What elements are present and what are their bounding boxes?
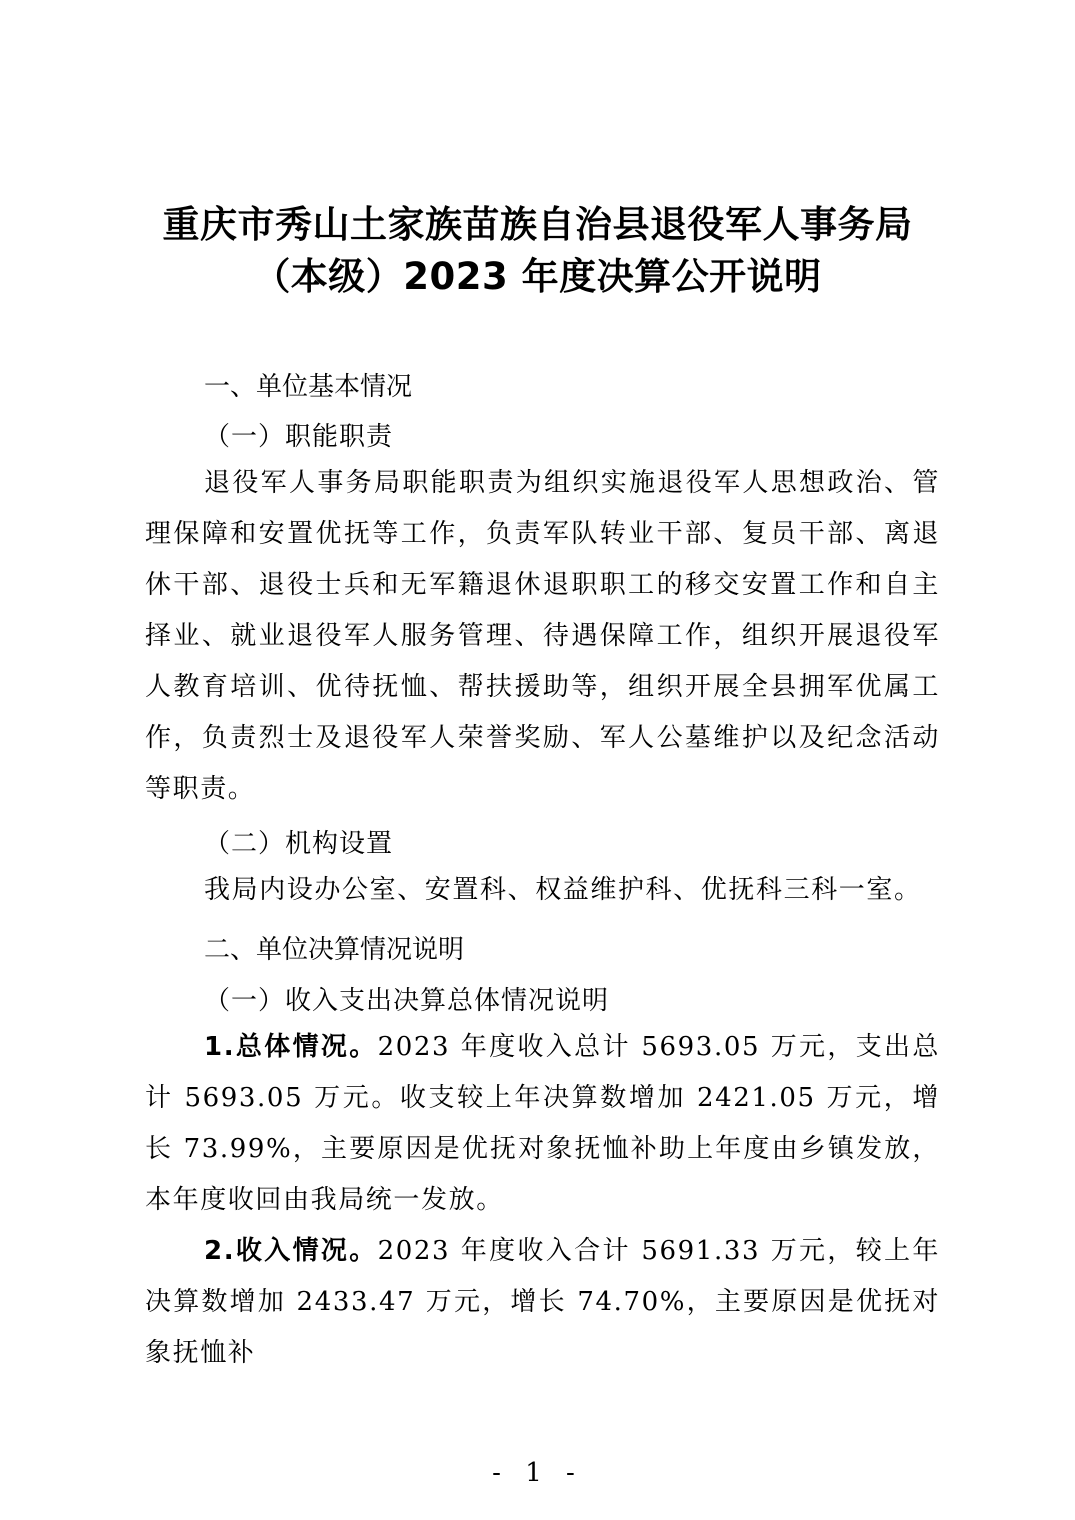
section-2-sub-1-heading: （一）收入支出决算总体情况说明 — [204, 986, 610, 1016]
page-number: - 1 - — [492, 1458, 583, 1488]
overall-text: 2023 年度收入总计 5693.05 万元，支出总计 5693.05 万元。收支较上年决算数增加 2421.05 万元，增长 73.99%，主要原因是优抚对象抚恤补助上年度由乡镇发放，本年度收回由我局统一发放。 — [145, 1032, 940, 1215]
income-text: 2023 年度收入合计 5691.33 万元，较上年决算数增加 2433.47 万元，增长 74.70%，主要原因是优抚对象抚恤补 — [145, 1236, 940, 1368]
document-title-line-1: 重庆市秀山土家族苗族自治县退役军人事务局 — [162, 203, 913, 246]
document-title-line-2: （本级）2023 年度决算公开说明 — [253, 255, 822, 298]
income-paragraph — [145, 1226, 940, 1379]
section-1-sub-1-heading: （一）职能职责 — [204, 422, 394, 452]
overall-paragraph — [145, 1022, 940, 1226]
income-label: 2.收入情况。 — [204, 1236, 378, 1266]
section-1-heading: 一、单位基本情况 — [204, 372, 413, 402]
section-1-sub-2-heading: （二）机构设置 — [204, 829, 394, 859]
structure-paragraph: 我局内设办公室、安置科、权益维护科、优抚科三科一室。 — [204, 875, 922, 905]
section-2-heading: 二、单位决算情况说明 — [204, 935, 465, 965]
overall-label: 1.总体情况。 — [204, 1032, 378, 1062]
duties-paragraph: 退役军人事务局职能职责为组织实施退役军人思想政治、管理保障和安置优抚等工作，负责军队转业干部、复员干部、离退休干部、退役士兵和无军籍退休退职职工的移交安置工作和自主择业、就业退役军人服务管理、待遇保障工作，组织开展退役军人教育培训、优待抚恤、帮扶援助等，组织开展全县拥军优属工作，负责烈士及退役军人荣誉奖励、军人公墓维护以及纪念活动等职责。 — [145, 468, 940, 804]
